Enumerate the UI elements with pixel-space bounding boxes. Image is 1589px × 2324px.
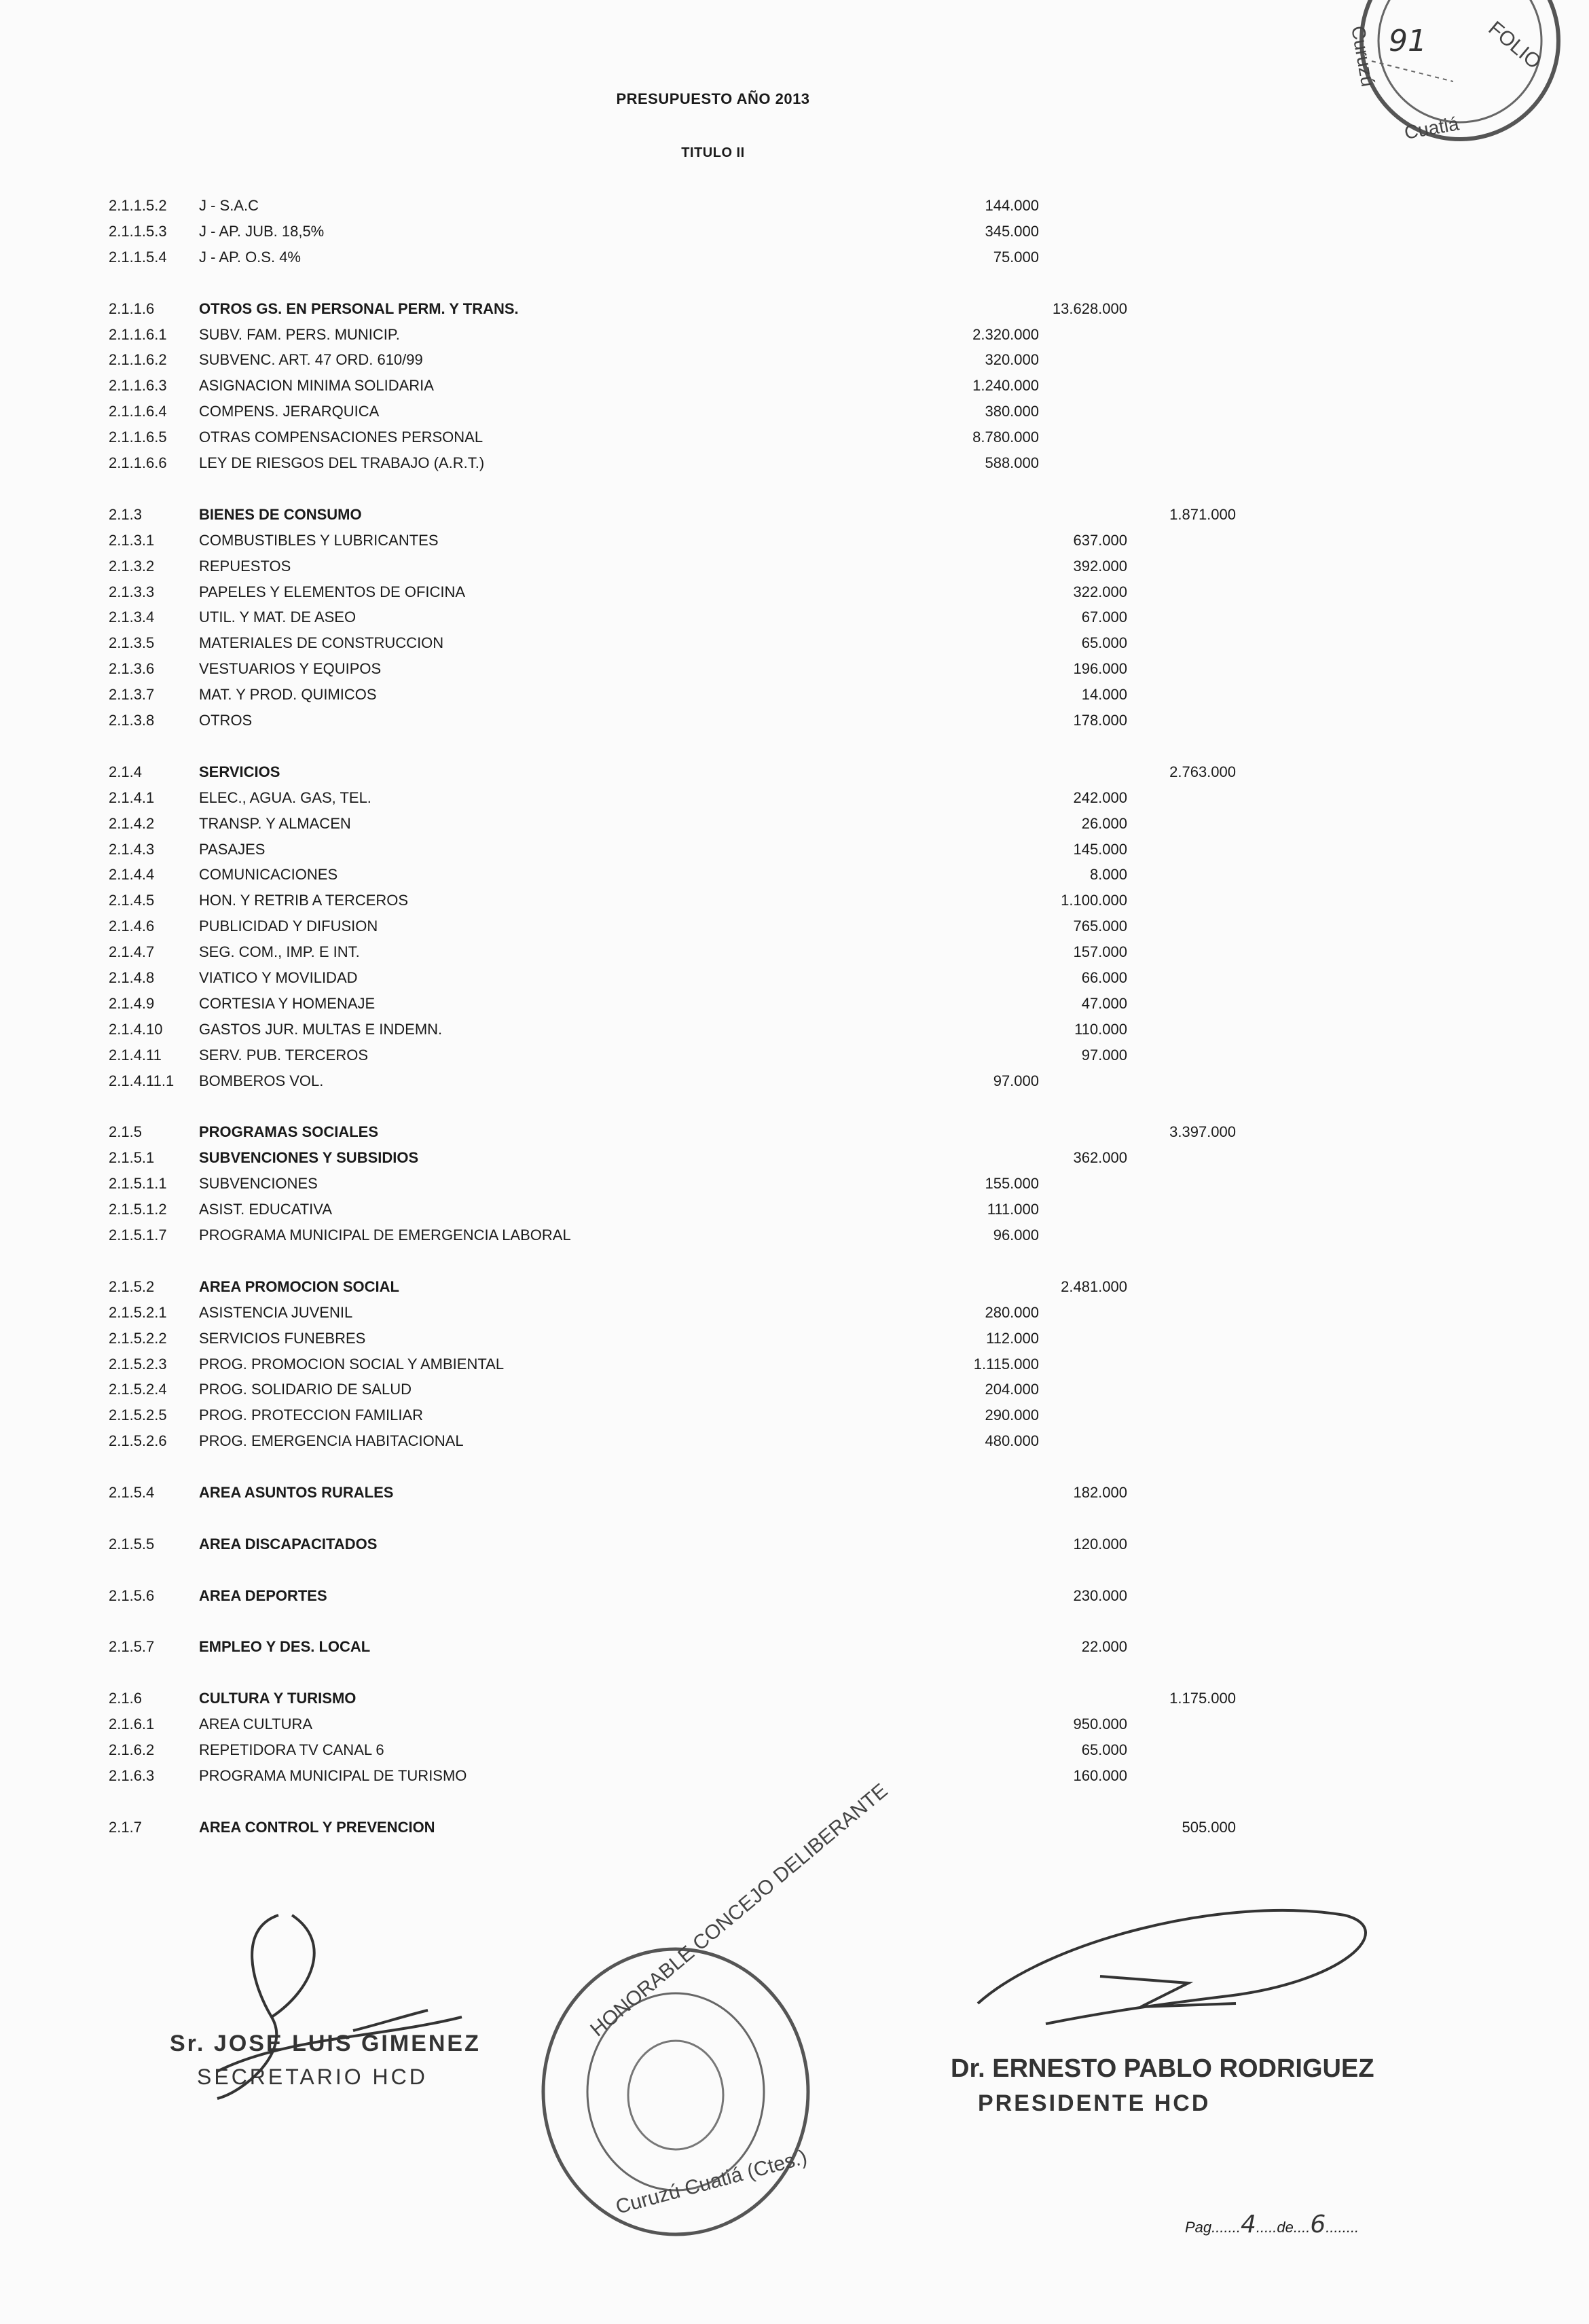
budget-description: ASIST. EDUCATIVA [199,1201,333,1218]
budget-code: 2.1.5 [109,1123,142,1141]
budget-code: 2.1.5.2.4 [109,1381,167,1398]
budget-description: AREA CULTURA [199,1715,313,1733]
budget-description: ELEC., AGUA. GAS, TEL. [199,788,371,806]
amount-detail: 290.000 [985,1406,1039,1424]
budget-description: PROGRAMAS SOCIALES [199,1123,379,1141]
budget-description: CULTURA Y TURISMO [199,1690,357,1707]
amount-total: 1.871.000 [1169,505,1236,523]
budget-code: 2.1.4.1 [109,788,155,806]
amount-subtotal: 242.000 [1073,788,1127,806]
amount-detail: 1.115.000 [973,1355,1039,1373]
budget-description: OTRAS COMPENSACIONES PERSONAL [199,429,483,446]
page-of: de [1277,2219,1294,2236]
amount-subtotal: 13.628.000 [1052,299,1127,317]
amount-subtotal: 2.481.000 [1061,1277,1127,1295]
amount-subtotal: 637.000 [1073,531,1127,549]
amount-detail: 588.000 [985,454,1039,471]
budget-description: AREA PROMOCION SOCIAL [199,1277,399,1295]
amount-subtotal: 322.000 [1073,583,1127,600]
budget-row [109,837,1168,862]
budget-description: PROGRAMA MUNICIPAL DE EMERGENCIA LABORAL [199,1227,571,1243]
budget-row [109,914,1168,939]
budget-description: PROG. SOLIDARIO DE SALUD [199,1381,412,1398]
budget-row [109,1584,1168,1608]
amount-total: 2.763.000 [1169,763,1236,780]
president-title: PRESIDENTE HCD [978,2090,1211,2116]
budget-code: 2.1.1.6.6 [109,454,167,471]
amount-subtotal: 392.000 [1073,557,1127,575]
folio-city-left: Curuzú [1347,24,1379,88]
budget-row [109,605,1168,630]
budget-row [109,374,1168,398]
document-subtitle: TITULO II [681,145,745,160]
budget-row [109,580,1168,604]
budget-description: EMPLEO Y DES. LOCAL [199,1638,371,1656]
budget-row [109,1815,1236,1840]
budget-description: AREA CONTROL Y PREVENCION [199,1818,435,1836]
amount-total: 1.175.000 [1169,1690,1236,1707]
budget-code: 2.1.5.7 [109,1638,155,1656]
budget-description: SUBVENCIONES Y SUBSIDIOS [199,1149,419,1167]
budget-description: AREA DISCAPACITADOS [199,1535,378,1553]
budget-code: 2.1.6.2 [109,1741,155,1758]
budget-row [109,708,1168,733]
budget-code: 2.1.5.2.1 [109,1303,167,1321]
budget-description: TRANSP. Y ALMACEN [199,814,351,832]
budget-row [109,631,1168,655]
budget-row [109,863,1168,887]
budget-description: AREA DEPORTES [199,1586,327,1604]
budget-description: HON. Y RETRIB A TERCEROS [199,892,409,909]
budget-code: 2.1.3.3 [109,583,155,600]
budget-description: SERVICIOS [199,763,280,780]
amount-total: 3.397.000 [1169,1123,1236,1141]
budget-row [109,194,1168,218]
budget-description: J - S.A.C [199,197,259,214]
amount-total: 505.000 [1182,1818,1236,1836]
amount-detail: 97.000 [993,1072,1039,1089]
budget-code: 2.1.1.6 [109,299,155,317]
budget-code: 2.1.4.5 [109,892,155,909]
president-name: Dr. ERNESTO PABLO RODRIGUEZ [951,2054,1374,2083]
amount-subtotal: 230.000 [1073,1586,1127,1604]
budget-code: 2.1.3.4 [109,609,155,626]
budget-description: SUBV. FAM. PERS. MUNICIP. [199,325,400,343]
amount-detail: 2.320.000 [972,325,1039,343]
budget-description: MAT. Y PROD. QUIMICOS [199,686,377,704]
budget-code: 2.1.4.2 [109,814,155,832]
budget-code: 2.1.1.5.4 [109,248,167,266]
budget-code: 2.1.4.11.1 [109,1072,175,1089]
amount-subtotal: 178.000 [1073,712,1127,729]
amount-detail: 111.000 [987,1201,1039,1218]
budget-description: OTROS [199,712,253,729]
folio-city-bottom: Cuatiá [1402,113,1461,143]
budget-code: 2.1.5.2.5 [109,1406,167,1424]
budget-row [109,1017,1168,1042]
amount-subtotal: 65.000 [1081,1741,1127,1758]
amount-detail: 112.000 [986,1329,1039,1347]
budget-row [109,940,1168,964]
budget-description: CORTESIA Y HOMENAJE [199,994,376,1012]
budget-row [109,1275,1168,1299]
budget-row [109,657,1168,681]
seal-text-top: HONORABLE CONCEJO DELIBERANTE [586,1779,892,2041]
budget-row [109,1326,1168,1351]
budget-code: 2.1.4.7 [109,943,155,961]
budget-description: REPUESTOS [199,557,291,575]
amount-detail: 144.000 [985,197,1039,214]
budget-code: 2.1.6 [109,1690,142,1707]
budget-description: PUBLICIDAD Y DIFUSION [199,918,378,935]
budget-row [109,1712,1168,1737]
budget-description: AREA ASUNTOS RURALES [199,1484,394,1501]
budget-row [109,348,1168,372]
amount-detail: 96.000 [993,1227,1039,1243]
budget-description: GASTOS JUR. MULTAS E INDEMN. [199,1020,443,1038]
council-seal [536,1779,892,2241]
budget-row [109,1738,1168,1762]
amount-subtotal: 22.000 [1081,1638,1127,1656]
budget-code: 2.1.3.8 [109,712,155,729]
page-current: 4 [1240,2211,1256,2238]
budget-row [109,1481,1168,1505]
budget-description: COMPENS. JERARQUICA [199,403,380,420]
amount-subtotal: 362.000 [1073,1149,1127,1167]
budget-description: VIATICO Y MOVILIDAD [199,969,358,986]
budget-code: 2.1.6.3 [109,1766,155,1784]
budget-code: 2.1.4.9 [109,994,155,1012]
budget-code: 2.1.1.6.1 [109,325,167,343]
budget-description: REPETIDORA TV CANAL 6 [199,1741,384,1758]
budget-code: 2.1.4.8 [109,969,155,986]
budget-description: COMBUSTIBLES Y LUBRICANTES [199,531,439,549]
budget-code: 2.1.5.2 [109,1277,155,1295]
budget-description: ASIGNACION MINIMA SOLIDARIA [199,377,434,395]
amount-subtotal: 145.000 [1073,840,1127,858]
budget-row [109,1146,1168,1170]
budget-row [109,1352,1168,1377]
budget-row [109,399,1168,424]
amount-subtotal: 157.000 [1073,943,1127,961]
amount-detail: 380.000 [985,403,1039,420]
budget-code: 2.1.4.6 [109,918,155,935]
secretary-name: Sr. JOSE LUIS GIMENEZ [170,2031,481,2056]
amount-subtotal: 97.000 [1081,1046,1127,1064]
budget-row [109,1403,1168,1428]
budget-description: LEY DE RIESGOS DEL TRABAJO (A.R.T.) [199,454,485,471]
budget-code: 2.1.1.6.2 [109,351,167,369]
amount-subtotal: 950.000 [1073,1715,1127,1733]
budget-description: PROG. EMERGENCIA HABITACIONAL [199,1432,464,1450]
budget-code: 2.1.1.5.2 [109,197,167,214]
budget-row [109,1223,1168,1248]
amount-detail: 1.240.000 [972,377,1039,395]
budget-description: BIENES DE CONSUMO [199,505,362,523]
amount-subtotal: 26.000 [1081,814,1127,832]
budget-code: 2.1.4.11 [109,1046,162,1064]
budget-description: SUBVENC. ART. 47 ORD. 610/99 [199,351,423,369]
budget-description: VESTUARIOS Y EQUIPOS [199,660,382,678]
budget-description: COMUNICACIONES [199,866,338,884]
amount-subtotal: 66.000 [1081,969,1127,986]
budget-row [109,245,1168,270]
page-prefix: Pag. [1185,2219,1216,2236]
budget-description: PROG. PROMOCION SOCIAL Y AMBIENTAL [199,1355,505,1373]
budget-row [109,966,1168,990]
budget-row [109,683,1168,707]
budget-description: MATERIALES DE CONSTRUCCION [199,634,444,652]
amount-detail: 320.000 [985,351,1039,369]
budget-code: 2.1.3.6 [109,660,155,678]
budget-code: 2.1.7 [109,1818,142,1836]
budget-row [109,451,1168,475]
budget-row [109,1377,1168,1402]
budget-row [109,1197,1168,1222]
budget-code: 2.1.1.6.5 [109,429,167,446]
budget-description: SERV. PUB. TERCEROS [199,1046,369,1064]
budget-code: 2.1.5.1.7 [109,1227,167,1243]
budget-code: 2.1.5.2.6 [109,1432,167,1450]
budget-row [109,760,1236,784]
budget-row [109,1764,1168,1788]
page-indicator: Pag.......4.....de....6........ [1185,2211,1359,2238]
amount-subtotal: 65.000 [1081,634,1127,652]
budget-row [109,888,1168,913]
amount-detail: 155.000 [985,1175,1039,1193]
seal-text-bottom: Curuzú Cuatiá (Ctes.) [613,2145,810,2219]
amount-detail: 280.000 [985,1303,1039,1321]
budget-row [109,1043,1168,1068]
budget-code: 2.1.3.5 [109,634,155,652]
budget-code: 2.1.5.1 [109,1149,155,1167]
budget-row [109,528,1168,553]
budget-row [109,503,1236,527]
budget-code: 2.1.3.7 [109,686,155,704]
budget-description: PROG. PROTECCION FAMILIAR [199,1406,424,1424]
budget-code: 2.1.3.1 [109,531,155,549]
budget-code: 2.1.5.2.2 [109,1329,167,1347]
budget-description: SUBVENCIONES [199,1175,318,1193]
budget-row [109,1069,1168,1093]
amount-subtotal: 182.000 [1073,1484,1127,1501]
budget-row [109,1635,1168,1659]
budget-description: PAPELES Y ELEMENTOS DE OFICINA [199,583,466,600]
amount-subtotal: 120.000 [1073,1535,1127,1553]
budget-code: 2.1.4.3 [109,840,155,858]
budget-description: J - AP. JUB. 18,5% [199,222,325,240]
budget-code: 2.1.4.4 [109,866,155,884]
amount-subtotal: 196.000 [1073,660,1127,678]
budget-row [109,425,1168,450]
budget-row [109,219,1168,244]
amount-subtotal: 765.000 [1073,918,1127,935]
budget-row [109,297,1168,321]
budget-row [109,1120,1236,1144]
budget-code: 2.1.1.6.3 [109,377,167,395]
budget-row [109,554,1168,579]
budget-code: 2.1.5.5 [109,1535,155,1553]
budget-row [109,323,1168,347]
budget-description: SEG. COM., IMP. E INT. [199,943,360,961]
amount-subtotal: 8.000 [1089,866,1127,884]
budget-code: 2.1.3 [109,505,142,523]
president-signature [964,1888,1385,2051]
folio-stamp [1304,0,1589,156]
budget-description: J - AP. O.S. 4% [199,248,301,266]
budget-row [109,812,1168,836]
budget-row [109,1686,1236,1711]
amount-subtotal: 160.000 [1073,1766,1127,1784]
budget-row [109,992,1168,1016]
secretary-title: SECRETARIO HCD [197,2065,428,2089]
budget-code: 2.1.5.1.2 [109,1201,167,1218]
budget-description: SERVICIOS FUNEBRES [199,1329,366,1347]
budget-code: 2.1.4 [109,763,142,780]
budget-code: 2.1.5.1.1 [109,1175,167,1193]
budget-code: 2.1.5.2.3 [109,1355,167,1373]
budget-code: 2.1.5.4 [109,1484,155,1501]
amount-subtotal: 67.000 [1081,609,1127,626]
budget-row [109,1532,1168,1557]
budget-row [109,1429,1168,1453]
budget-code: 2.1.4.10 [109,1020,163,1038]
amount-subtotal: 47.000 [1081,994,1127,1012]
budget-description: PROGRAMA MUNICIPAL DE TURISMO [199,1766,467,1784]
budget-code: 2.1.1.6.4 [109,403,167,420]
amount-detail: 204.000 [985,1381,1039,1398]
page-total: 6 [1310,2211,1326,2238]
budget-row [109,1301,1168,1325]
budget-description: BOMBEROS VOL. [199,1072,324,1089]
budget-code: 2.1.3.2 [109,557,155,575]
budget-row [109,1172,1168,1196]
budget-description: OTROS GS. EN PERSONAL PERM. Y TRANS. [199,299,519,317]
budget-code: 2.1.6.1 [109,1715,155,1733]
amount-subtotal: 1.100.000 [1061,892,1127,909]
amount-detail: 345.000 [985,222,1039,240]
document-title: PRESUPUESTO AÑO 2013 [616,90,810,107]
folio-label: FOLIO [1484,17,1546,74]
budget-description: ASISTENCIA JUVENIL [199,1303,353,1321]
budget-code: 2.1.1.5.3 [109,222,167,240]
amount-subtotal: 110.000 [1074,1020,1127,1038]
amount-detail: 75.000 [993,248,1039,266]
budget-row [109,786,1168,810]
budget-description: UTIL. Y MAT. DE ASEO [199,609,357,626]
budget-code: 2.1.5.6 [109,1586,155,1604]
amount-detail: 480.000 [985,1432,1039,1450]
folio-number: 91 [1389,24,1427,58]
amount-detail: 8.780.000 [972,429,1039,446]
amount-subtotal: 14.000 [1081,686,1127,704]
budget-description: PASAJES [199,840,266,858]
